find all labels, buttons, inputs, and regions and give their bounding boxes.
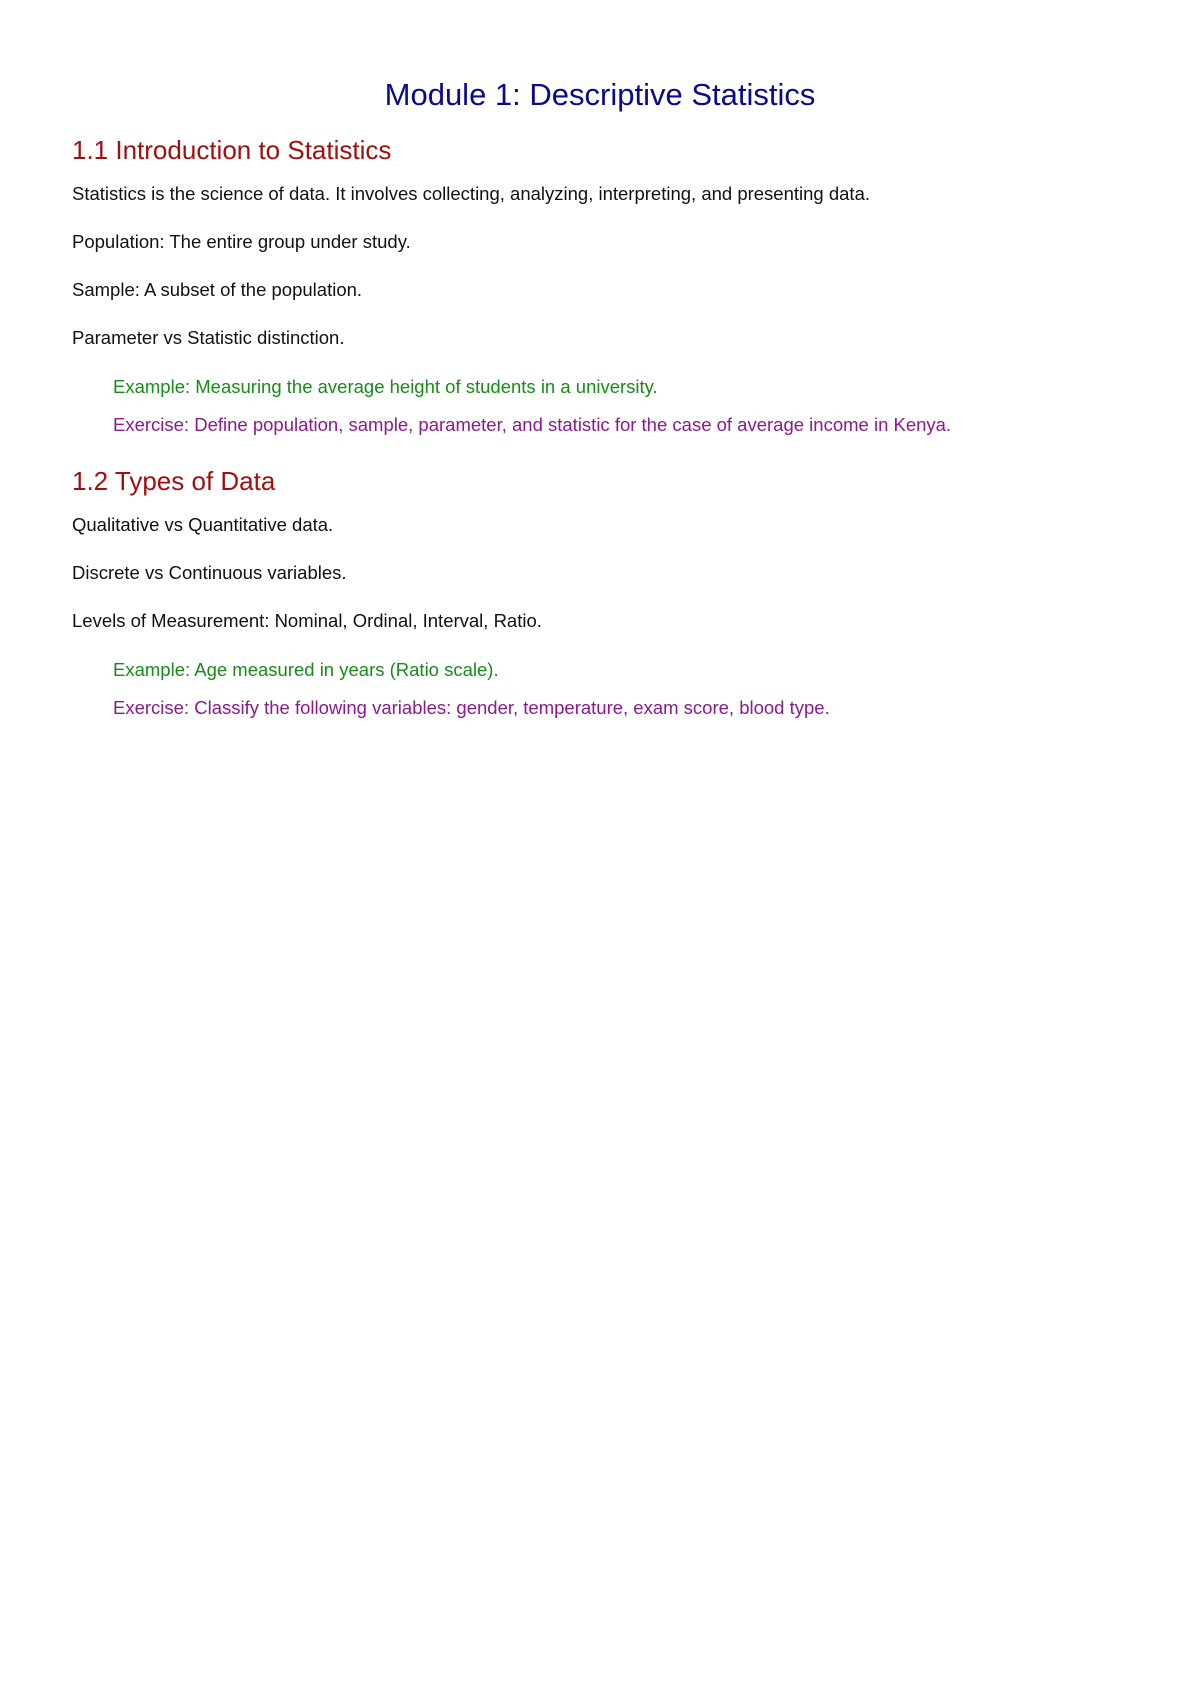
- page-title: Module 1: Descriptive Statistics: [384, 77, 816, 112]
- paragraph-statistics-definition: Statistics is the science of data. It involves collecting, analyzing, interpreting, and presenting data.: [72, 183, 871, 204]
- paragraph-levels-of-measurement: Levels of Measurement: Nominal, Ordinal, Interval, Ratio.: [72, 610, 542, 631]
- paragraph-population: Population: The entire group under study.: [72, 231, 411, 252]
- section-heading-types-of-data: 1.2 Types of Data: [72, 466, 276, 496]
- exercise-note: Exercise: Classify the following variables: gender, temperature, exam score, blood type.: [113, 697, 830, 718]
- paragraph-sample: Sample: A subset of the population.: [72, 279, 363, 300]
- paragraph-parameter-vs-statistic: Parameter vs Statistic distinction.: [72, 327, 345, 348]
- example-note: Example: Age measured in years (Ratio scale).: [113, 659, 499, 680]
- paragraph-qualitative-vs-quantitative: Qualitative vs Quantitative data.: [72, 514, 334, 535]
- paragraph-discrete-vs-continuous: Discrete vs Continuous variables.: [72, 562, 347, 583]
- exercise-note: Exercise: Define population, sample, parameter, and statistic for the case of average income in Kenya.: [113, 414, 952, 435]
- example-note: Example: Measuring the average height of students in a university.: [113, 376, 658, 397]
- section-heading-introduction: 1.1 Introduction to Statistics: [72, 135, 392, 165]
